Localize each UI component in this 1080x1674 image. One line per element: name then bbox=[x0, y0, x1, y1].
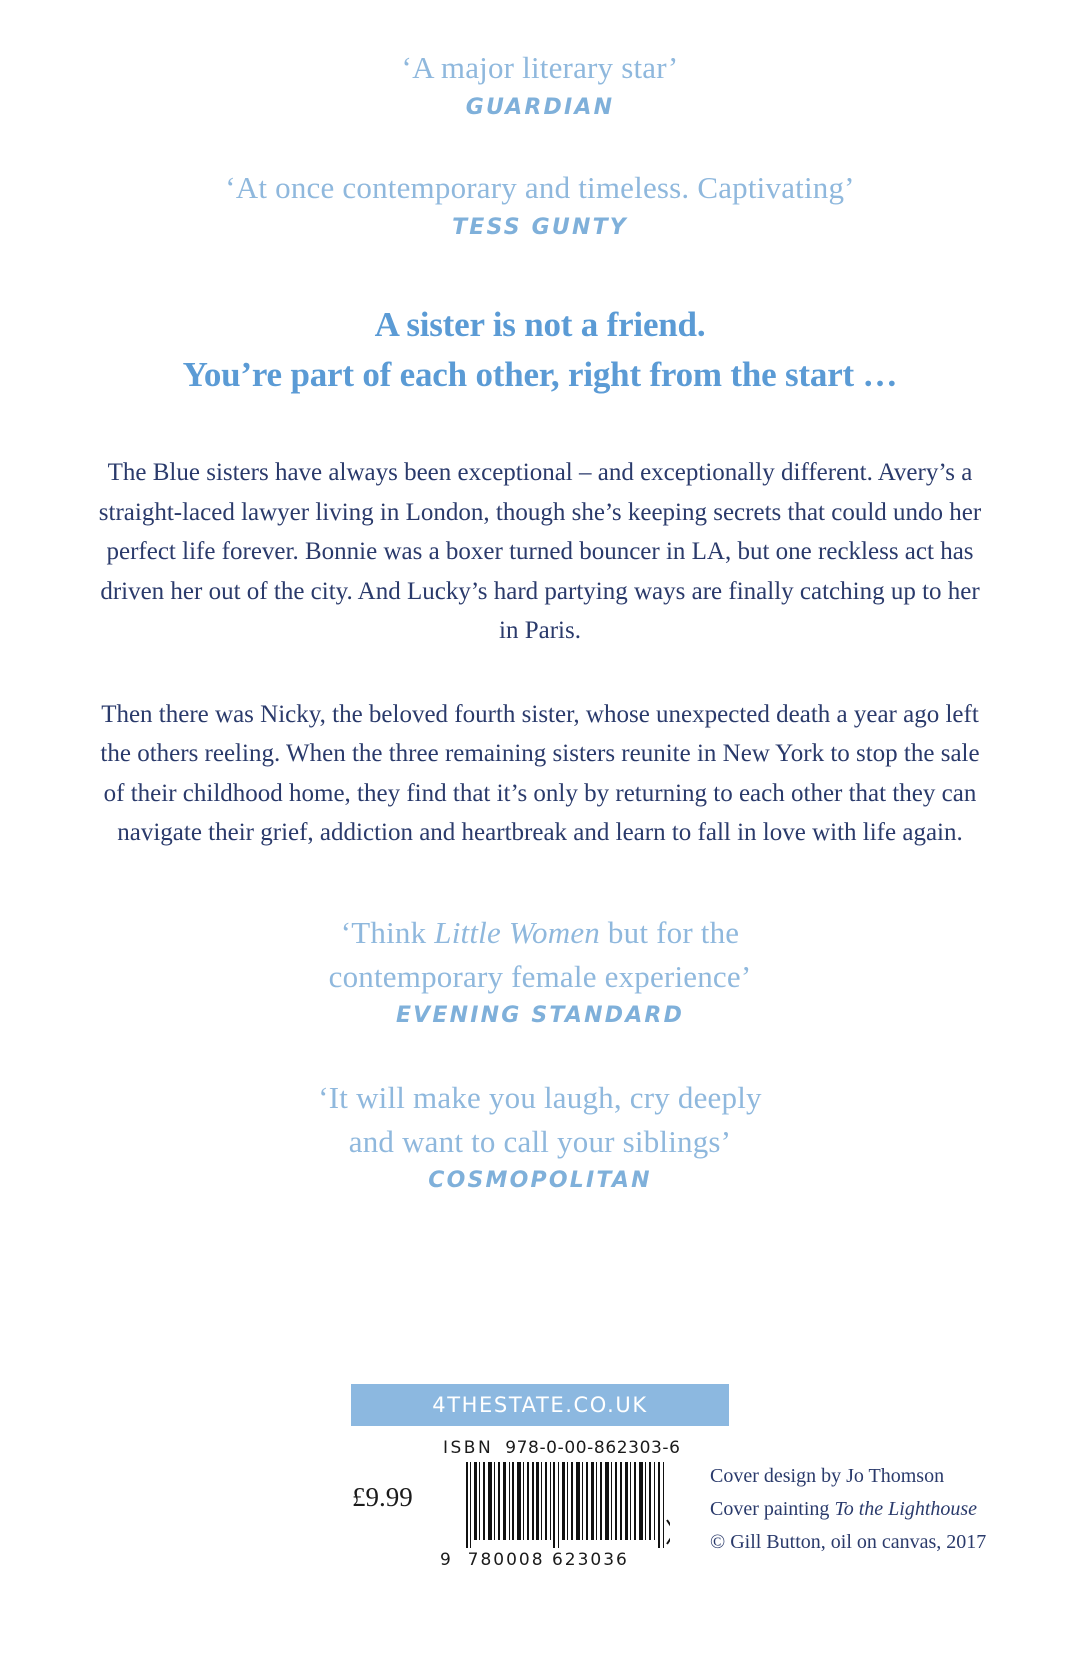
tagline bbox=[60, 300, 1020, 399]
price-label: £9.99 bbox=[352, 1482, 413, 1512]
quote-block-tess-gunty bbox=[60, 120, 1020, 240]
cover-credits bbox=[710, 1460, 986, 1559]
quote-source: COSMOPOLITAN bbox=[428, 1167, 652, 1193]
isbn-label: ISBN bbox=[443, 1438, 494, 1458]
quote-text-line-1 bbox=[60, 911, 1020, 955]
credit-painting-title: To the Lighthouse bbox=[834, 1498, 978, 1520]
quote-block-cosmopolitan bbox=[60, 1076, 1020, 1193]
quote-text-line-2: and want to call your siblings’ bbox=[348, 1123, 732, 1159]
quote-source: EVENING STANDARD bbox=[395, 1002, 685, 1028]
credit-painting-prefix: Cover painting bbox=[710, 1498, 835, 1520]
quote-part-2: but for the bbox=[599, 914, 740, 950]
quote-text-line-1: ‘It will make you laugh, cry deeply bbox=[318, 1079, 762, 1115]
quote-italic-title: Little Women bbox=[434, 914, 600, 950]
publisher-url-bar[interactable] bbox=[351, 1384, 729, 1426]
quote-text: ‘A major literary star’ bbox=[401, 50, 679, 85]
credit-line-copyright: © Gill Button, oil on canvas, 2017 bbox=[710, 1531, 987, 1553]
quote-block-guardian bbox=[60, 0, 1020, 120]
publisher-url-text: 4THESTATE.CO.UK bbox=[432, 1393, 648, 1417]
blurb-paragraph-1: The Blue sisters have always been exceptional – and exceptionally different. Avery’s a straight-laced lawyer living in London, though she’s keeping secrets that could undo her perfect life forever. Bonnie was a boxer turned bouncer in LA, but one reckless act has driven her out of the city. And Lucky’s hard partying ways are finally catching up to her in Paris. bbox=[98, 459, 982, 645]
quote-block-evening-standard bbox=[60, 911, 1020, 1028]
barcode-icon bbox=[466, 1462, 670, 1548]
barcode-digit-main: 780008 623036 bbox=[467, 1550, 629, 1570]
quote-source: TESS GUNTY bbox=[452, 214, 628, 240]
isbn-number: 978-0-00-862303-6 bbox=[505, 1438, 681, 1458]
quote-text-line-2: contemporary female experience’ bbox=[328, 958, 752, 994]
isbn-line bbox=[443, 1438, 681, 1458]
credit-line-painting bbox=[710, 1493, 986, 1526]
blurb bbox=[90, 453, 990, 853]
barcode-digit-prefix: 9 bbox=[440, 1550, 453, 1570]
quote-part-1: ‘Think bbox=[340, 914, 435, 950]
barcode-digits bbox=[440, 1550, 690, 1570]
quote-source: GUARDIAN bbox=[465, 94, 615, 120]
tagline-line-2: You’re part of each other, right from the start … bbox=[182, 354, 898, 394]
blurb-paragraph-2: Then there was Nicky, the beloved fourth sister, whose unexpected death a year ago left the others reeling. When the three remaining sisters reunite in New York to stop the sale of their childhood home, they find that it’s only by returning to each other that they can navigate their grief, addiction and heartbreak and learn to fall in love with life again. bbox=[100, 700, 980, 847]
quote-text: ‘At once contemporary and timeless. Captivating’ bbox=[225, 169, 855, 205]
credit-line-design: Cover design by Jo Thomson bbox=[710, 1465, 945, 1487]
tagline-line-1: A sister is not a friend. bbox=[374, 304, 706, 344]
footer bbox=[0, 1374, 1080, 1674]
